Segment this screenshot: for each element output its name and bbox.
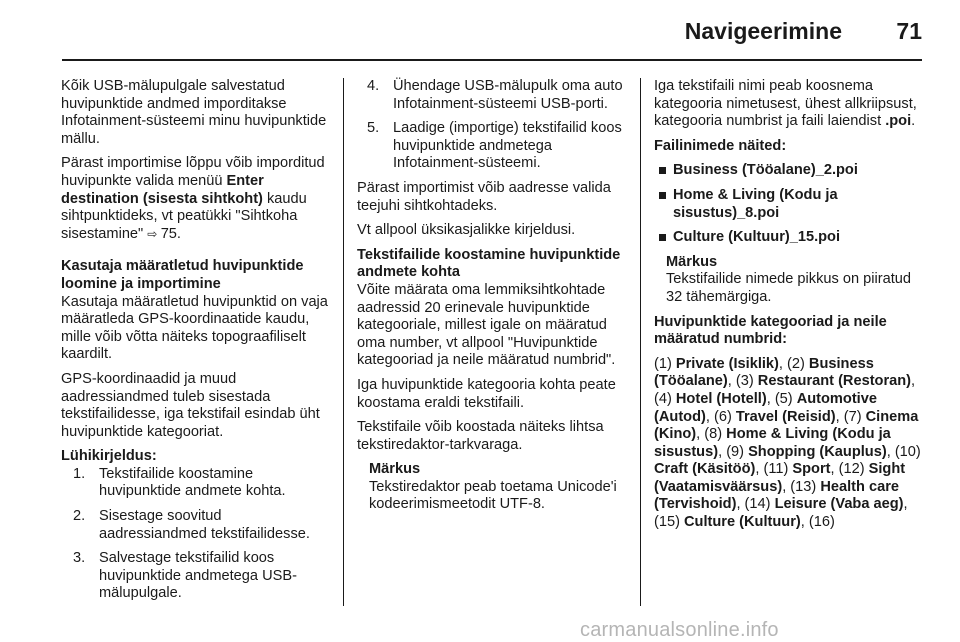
watermark: carmanualsonline.info (580, 619, 779, 641)
examples-list (654, 162, 930, 246)
list-item: Business (Tööalane)_2.poi (654, 162, 930, 180)
bullet-square-icon (659, 192, 666, 199)
page-header (0, 0, 960, 58)
paragraph: Pärast importimise lõppu võib imporditud huvipunkte valida menüü Enter destination (sisesta sihtkoht) kaudu sihtpunktideks, vt peatükki "Sihtkoha sisestamine" ⇨ 75. (61, 155, 325, 242)
bullet-square-icon (659, 234, 666, 241)
note-box (666, 254, 930, 307)
paragraph: Pärast importimist võib aadresse valida teejuhi sihtkohtadeks. (357, 179, 611, 214)
section-heading: Lühikirjeldus: (61, 448, 157, 465)
reference-arrow-icon: ⇨ (147, 226, 161, 241)
list-item: Culture (Kultuur)_15.poi (654, 229, 930, 247)
list-item: 3. Salvestage tekstifailid koos huvipunktide andmetega USB-mälupulgale. (73, 550, 297, 602)
section-heading: Tekstifailide koostamine huvipunktide andmete kohta (357, 246, 621, 281)
list-item: Home & Living (Kodu ja sisustus)_8.poi (654, 187, 930, 222)
list-item: 2. Sisestage soovitud aadressiandmed tekstifailidesse. (73, 508, 310, 542)
page-number: 71 (896, 18, 922, 44)
paragraph: Võite määrata oma lemmiksihtkohtade aadressid 20 erinevale huvipunktide kategooriale, millest igale on määratud oma number, vt allpool "Huvipunktide kategooriad ja neile määratud numbrid". (357, 281, 616, 369)
paragraph: Iga huvipunktide kategooria kohta peate koostama eraldi tekstifaili. (357, 376, 616, 411)
note-box (369, 461, 627, 514)
section-heading: Huvipunktide kategooriad ja neile määratud numbrid: (654, 313, 887, 348)
list-item: 5. Laadige (importige) tekstifailid koos huvipunktide andmetega Infotainment-süsteemi. (367, 120, 622, 172)
note-text: Tekstiredaktor peab toetama Unicode'i kodeerimismeetodit UTF-8. (369, 478, 617, 513)
column-right (654, 78, 930, 539)
column-divider (640, 78, 641, 606)
column-divider (343, 78, 344, 606)
steps-list (367, 78, 627, 173)
paragraph: Tekstifaile võib koostada näiteks lihtsa tekstiredaktor-tarkvaraga. (357, 419, 604, 453)
note-title: Märkus (666, 253, 718, 270)
note-text: Tekstifailide nimede pikkus on piiratud 32 tähemärgiga. (666, 271, 911, 305)
paragraph: GPS-koordinaadid ja muud aadressiandmed tuleb sisestada tekstifailidesse, iga tekstifail esindab üht huvipunktide kategooriat. (61, 370, 320, 440)
paragraph: Vt allpool üksikasjalikke kirjeldusi. (357, 222, 576, 239)
section-heading: Failinimede näited: (654, 137, 787, 154)
paragraph: Kasutaja määratletud huvipunktid on vaja määratleda GPS-koordinaatide kaudu, mille võib võtta näiteks topograafiliselt kaardilt. (61, 293, 328, 363)
page-title: Navigeerimine (684, 18, 842, 44)
paragraph: Kõik USB-mälupulgale salvestatud huvipunktide andmed imporditakse Infotainment-süsteemi minu huvipunktide mällu. (61, 78, 327, 147)
paragraph: Iga tekstifaili nimi peab koosnema kategooria nimetusest, ühest allkriipsust, kategooria numbrist ja faili laiendist .poi. (654, 78, 917, 130)
section-heading: Kasutaja määratletud huvipunktide loomine ja importimine (61, 258, 304, 292)
category-list: (1) Private (Isiklik), (2) Business (Tööalane), (3) Restaurant (Restoran), (4) Hotel (Hotell), (5) Automotive (Autod), (6) Travel (Reisid), (7) Cinema (Kino), (8) Home & Living (Kodu ja sisustus), (9) Shopping (Kauplus), (10) Craft (Käsitöö), (11) Sport, (12) Sight (Vaatamisväärsus), (13) Health care (Tervishoid), (14) Leisure (Vaba aeg), (15) Culture (Kultuur), (16) (654, 355, 921, 531)
list-item: 1. Tekstifailide koostamine huvipunktide andmete kohta. (73, 465, 286, 500)
list-item: 4. Ühendage USB-mälupulk oma auto Infotainment-süsteemi USB-porti. (367, 78, 623, 112)
steps-list (73, 466, 333, 603)
column-middle (357, 78, 627, 521)
column-left (61, 78, 333, 610)
bullet-square-icon (659, 167, 666, 174)
note-title: Märkus (369, 461, 421, 478)
header-rule (62, 59, 922, 61)
